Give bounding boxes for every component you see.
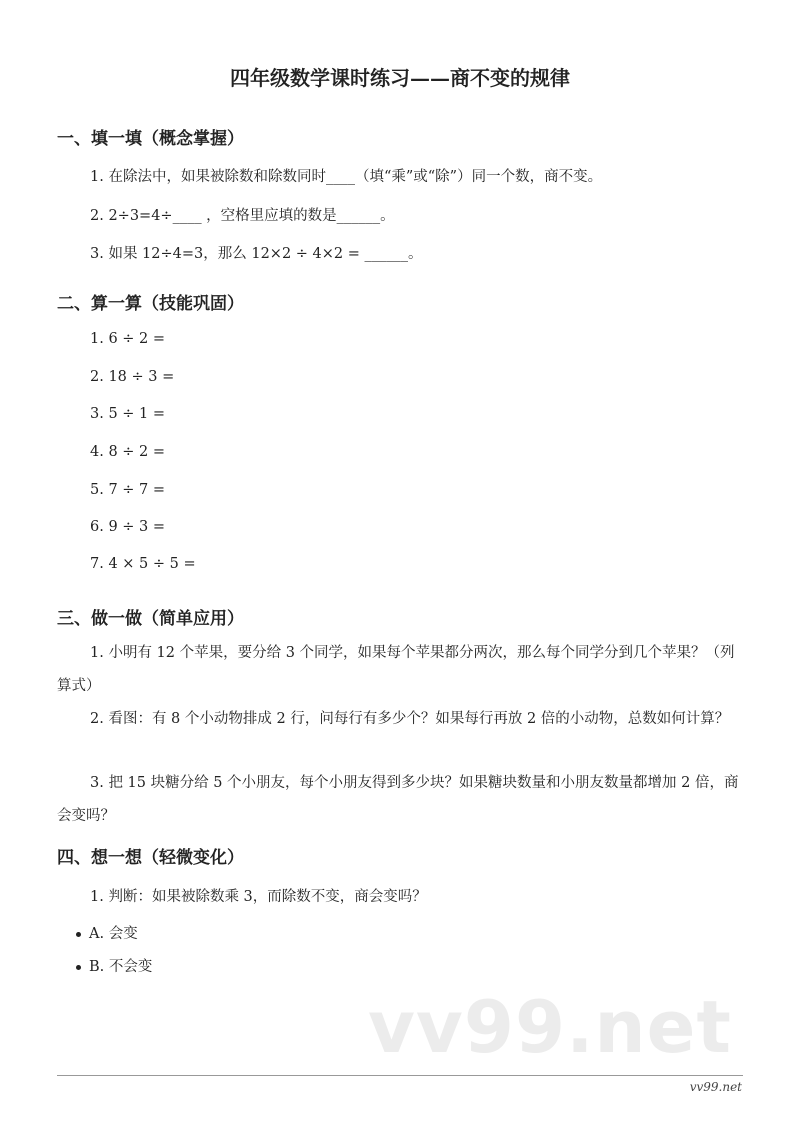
question: 3. 把 15 块糖分给 5 个小朋友，每个小朋友得到多少块？如果糖块数量和小朋友数量都增加 2 倍，商会变吗？ xyxy=(57,775,739,824)
section-heading-4: 四、想一想（轻微变化） xyxy=(57,848,244,868)
question: 4. 8 ÷ 2 = xyxy=(90,444,166,460)
option-b xyxy=(76,955,152,976)
question: 3. 如果 12÷4=3，那么 12×2 ÷ 4×2 = ______。 xyxy=(90,246,423,262)
question: 7. 4 × 5 ÷ 5 = xyxy=(90,556,196,572)
question: 1. 判断：如果被除数乘 3，而除数不变，商会变吗？ xyxy=(90,889,427,905)
bullet-icon xyxy=(76,965,81,970)
option-label: A. 会变 xyxy=(89,926,138,942)
watermark: vv99.net xyxy=(368,985,732,1069)
section-heading-1: 一、填一填（概念掌握） xyxy=(57,129,244,149)
question: 2. 2÷3=4÷____ ，空格里应填的数是______。 xyxy=(90,208,395,224)
option-label: B. 不会变 xyxy=(89,959,153,975)
question: 1. 小明有 12 个苹果，要分给 3 个同学，如果每个苹果都分两次，那么每个同学分到几个苹果？（列算式） xyxy=(57,645,735,694)
footer-text: vv99.net xyxy=(689,1080,742,1094)
section-heading-3: 三、做一做（简单应用） xyxy=(57,609,244,629)
section-heading-2: 二、算一算（技能巩固） xyxy=(57,294,244,314)
question: 2. 看图：有 8 个小动物排成 2 行，问每行有多少个？如果每行再放 2 倍的小动物，总数如何计算？ xyxy=(90,711,730,727)
question: 2. 18 ÷ 3 = xyxy=(90,369,175,385)
bullet-icon xyxy=(76,932,81,937)
question: 6. 9 ÷ 3 = xyxy=(90,519,166,535)
option-a xyxy=(76,922,138,943)
footer-divider xyxy=(57,1075,743,1076)
page-title: 四年级数学课时练习——商不变的规律 xyxy=(230,66,570,90)
question: 3. 5 ÷ 1 = xyxy=(90,406,166,422)
question: 5. 7 ÷ 7 = xyxy=(90,482,166,498)
question: 1. 在除法中，如果被除数和除数同时____（填“乘”或“除”）同一个数，商不变。 xyxy=(90,169,603,185)
question: 1. 6 ÷ 2 = xyxy=(90,331,166,347)
